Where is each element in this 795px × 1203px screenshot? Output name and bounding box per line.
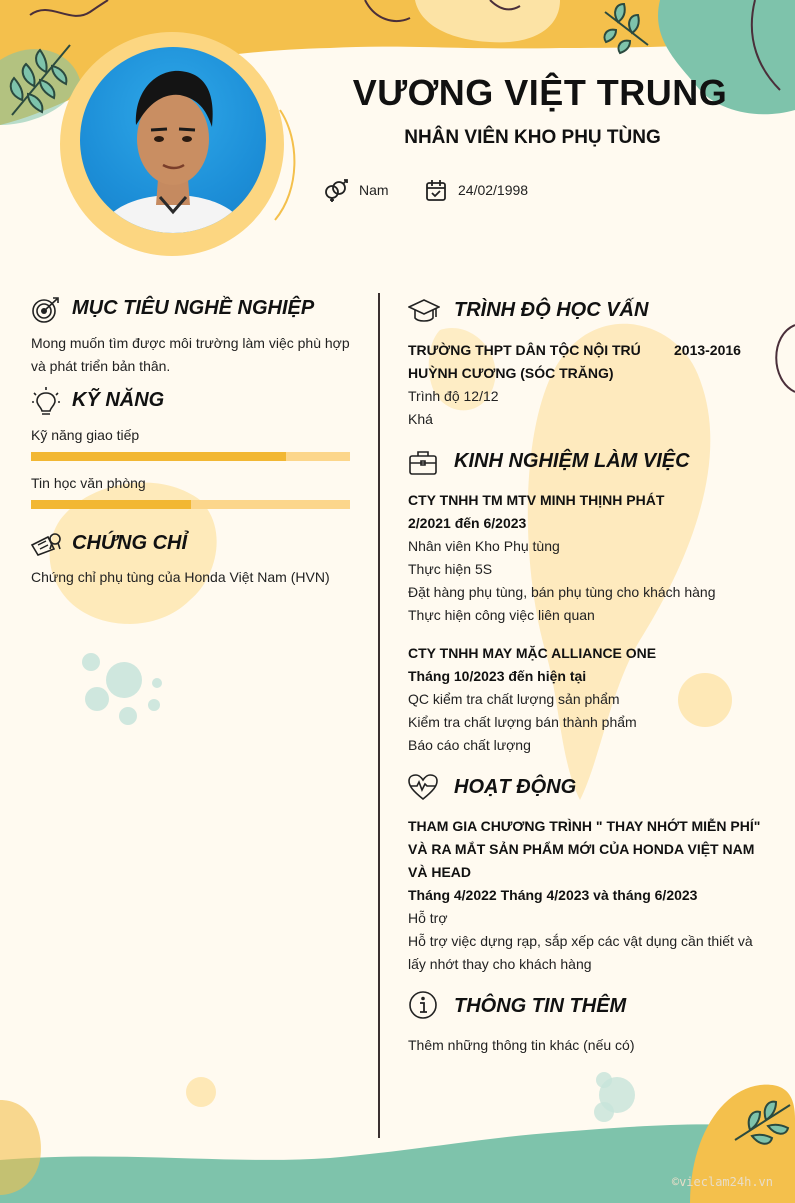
activity-detail: Hỗ trợ việc dựng rạp, sắp xếp các vật dụng cần thiết và lấy nhớt thay cho khách hàng [408,933,753,972]
more-info-title: THÔNG TIN THÊM [454,995,627,1017]
job-detail: Đặt hàng phụ tùng, bán phụ tùng cho khách hàng [408,584,716,600]
target-icon [31,295,61,325]
skill-label: Kỹ năng giao tiếp [31,427,140,443]
gender-icon [323,178,349,202]
graduation-cap-icon [408,298,440,324]
experience-title: KINH NGHIỆM LÀM VIỆC [454,450,690,472]
objective-title: MỤC TIÊU NGHỀ NGHIỆP [72,297,315,319]
certificate-icon [30,531,62,557]
birthdate-value: 24/02/1998 [458,182,529,198]
certificates-title: CHỨNG CHỈ [72,532,188,554]
job-detail: Kiểm tra chất lượng bán thành phẩm [408,714,637,730]
company-name: CTY TNHH TM MTV MINH THỊNH PHÁT [408,492,665,508]
more-info-text: Thêm những thông tin khác (nếu có) [408,1037,635,1053]
objective-text: Mong muốn tìm được môi trường làm việc phù hợp và phát triển bản thân. [31,335,350,374]
calendar-icon [424,178,448,202]
skill-bar [31,500,350,509]
skill-bar [31,452,350,461]
education-line: Trình độ 12/12 [408,388,499,404]
gender-value: Nam [359,182,389,198]
job-detail: Thực hiện 5S [408,561,493,577]
skill-bar-fill [31,452,286,461]
briefcase-icon [408,448,438,476]
info-icon [408,990,438,1020]
heart-pulse-icon [407,773,439,801]
skill-label: Tin học văn phòng [31,475,146,491]
activity-detail: Hỗ trợ [408,910,448,926]
job-detail: Báo cáo chất lượng [408,737,531,753]
certificate-text: Chứng chỉ phụ tùng của Honda Việt Nam (HVN) [31,569,330,585]
job-detail: Nhân viên Kho Phụ tùng [408,538,560,554]
skills-title: KỸ NĂNG [72,389,165,411]
education-line: Khá [408,411,433,427]
school-name: TRƯỜNG THPT DÂN TỘC NỘI TRÚ HUỲNH CƯƠNG (SÓC TRĂNG) [408,342,641,381]
lightbulb-icon [32,387,60,417]
job-detail: Thực hiện công việc liên quan [408,607,595,623]
company-name: CTY TNHH MAY MẶC ALLIANCE ONE [408,645,657,661]
birthdate-info [424,178,528,202]
avatar [80,47,266,233]
column-divider [378,293,380,1138]
activities-title: HOẠT ĐỘNG [454,776,577,798]
job-period: Tháng 10/2023 đến hiện tại [408,668,587,684]
candidate-name: VƯƠNG VIỆT TRUNG [352,72,728,113]
skill-bar-fill [31,500,191,509]
portrait-illustration [80,47,266,233]
job-detail: QC kiểm tra chất lượng sản phẩm [408,691,620,707]
activity-name: THAM GIA CHƯƠNG TRÌNH " THAY NHỚT MIỄN PHÍ" VÀ RA MẮT SẢN PHẨM MỚI CỦA HONDA VIỆT NAM VÀ HEAD [408,818,761,880]
job-period: 2/2021 đến 6/2023 [408,515,527,531]
job-title: NHÂN VIÊN KHO PHỤ TÙNG [404,127,661,148]
gender-info [323,178,389,202]
watermark: ©vieclam24h.vn [671,1175,773,1189]
school-years: 2013-2016 [674,342,741,358]
education-title: TRÌNH ĐỘ HỌC VẤN [454,299,649,321]
activity-period: Tháng 4/2022 Tháng 4/2023 và tháng 6/2023 [408,887,698,903]
